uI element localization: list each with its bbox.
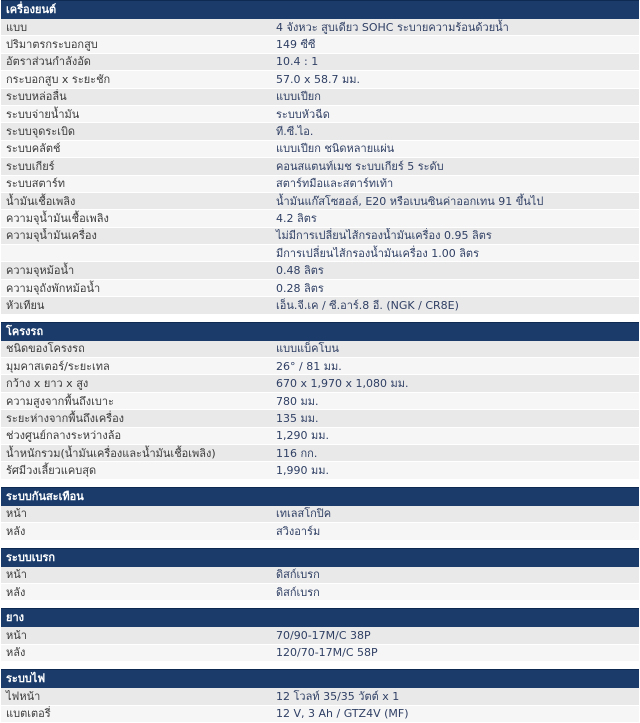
spec-label: รัศมีวงเลี้ยวแคบสุด	[1, 462, 268, 479]
spec-row	[1, 392, 639, 409]
spec-value: 70/90-17M/C 38P	[268, 627, 639, 644]
spec-label: ไฟหน้า	[1, 688, 268, 705]
spec-value: 120/70-17M/C 58P	[268, 644, 639, 661]
spec-label: ความจุน้ำมันเชื้อเพลิง	[1, 210, 268, 227]
spec-value: 0.28 ลิตร	[268, 279, 639, 296]
spec-row	[1, 462, 639, 479]
spec-sheet	[1, 0, 639, 723]
spec-table	[1, 567, 639, 602]
spec-value: ดิสก์เบรก	[268, 583, 639, 600]
section-header: ยาง	[1, 608, 639, 627]
spec-row	[1, 341, 639, 358]
spec-row	[1, 523, 639, 540]
spec-row	[1, 375, 639, 392]
spec-label: ความจุถังพักหม้อน้ำ	[1, 279, 268, 296]
spec-label: ความสูงจากพื้นถึงเบาะ	[1, 392, 268, 409]
spec-value: เอ็น.จี.เค / ซี.อาร์.8 อี. (NGK / CR8E)	[268, 297, 639, 314]
section-header: เครื่องยนต์	[1, 0, 639, 19]
spec-label: ระบบจุดระเบิด	[1, 123, 268, 140]
spec-label: น้ำหนักรวม(น้ำมันเครื่องและน้ำมันเชื้อเพลิง)	[1, 444, 268, 461]
spec-label: กระบอกสูบ x ระยะชัก	[1, 71, 268, 88]
spec-table	[1, 19, 639, 315]
section-brakes	[1, 548, 639, 602]
spec-row	[1, 627, 639, 644]
spec-table	[1, 506, 639, 541]
spec-label: ระยะห่างจากพื้นถึงเครื่อง	[1, 410, 268, 427]
spec-table	[1, 627, 639, 662]
spec-row	[1, 175, 639, 192]
spec-row	[1, 506, 639, 523]
spec-label: ความจุหม้อน้ำ	[1, 262, 268, 279]
spec-label: ชนิดของโครงรถ	[1, 341, 268, 358]
spec-row	[1, 227, 639, 244]
spec-value: 1,290 มม.	[268, 427, 639, 444]
spec-row	[1, 410, 639, 427]
spec-row	[1, 358, 639, 375]
spec-label: หัวเทียน	[1, 297, 268, 314]
section-engine	[1, 0, 639, 315]
spec-label: กว้าง x ยาว x สูง	[1, 375, 268, 392]
spec-row	[1, 71, 639, 88]
section-suspension	[1, 487, 639, 541]
spec-row	[1, 192, 639, 209]
spec-row	[1, 36, 639, 53]
spec-value: สวิงอาร์ม	[268, 523, 639, 540]
spec-row	[1, 444, 639, 461]
spec-label: แบตเตอรี่	[1, 705, 268, 722]
spec-label: ระบบคลัตช์	[1, 140, 268, 157]
spec-value: 670 x 1,970 x 1,080 มม.	[268, 375, 639, 392]
spec-row	[1, 583, 639, 600]
spec-label: มุมคาสเตอร์/ระยะเทล	[1, 358, 268, 375]
spec-row	[1, 705, 639, 722]
spec-label: หลัง	[1, 644, 268, 661]
section-header: ระบบกันสะเทือน	[1, 487, 639, 506]
spec-value: แบบเปียก ชนิดหลายแผ่น	[268, 140, 639, 157]
spec-label: อัตราส่วนกำลังอัด	[1, 53, 268, 70]
spec-value: แบบเปียก	[268, 88, 639, 105]
spec-row	[1, 644, 639, 661]
section-frame	[1, 322, 639, 480]
spec-value: ดิสก์เบรก	[268, 567, 639, 584]
spec-row	[1, 105, 639, 122]
spec-value: คอนสแตนท์เมช ระบบเกียร์ 5 ระดับ	[268, 158, 639, 175]
section-header: ระบบเบรก	[1, 548, 639, 567]
section-header: ระบบไฟ	[1, 669, 639, 688]
spec-row	[1, 210, 639, 227]
spec-row	[1, 123, 639, 140]
spec-value: 26° / 81 มม.	[268, 358, 639, 375]
spec-value: 1,990 มม.	[268, 462, 639, 479]
spec-table	[1, 341, 639, 480]
spec-row	[1, 688, 639, 705]
spec-value: 780 มม.	[268, 392, 639, 409]
spec-label: หน้า	[1, 567, 268, 584]
spec-value: 12 V, 3 Ah / GTZ4V (MF)	[268, 705, 639, 722]
spec-label: ปริมาตรกระบอกสูบ	[1, 36, 268, 53]
spec-value: น้ำมันแก๊สโซฮอล์, E20 หรือเบนซินค่าออกเทน 91 ขึ้นไป	[268, 192, 639, 209]
spec-value: สตาร์ทมือและสตาร์ทเท้า	[268, 175, 639, 192]
spec-row	[1, 88, 639, 105]
spec-value: 135 มม.	[268, 410, 639, 427]
spec-value: 116 กก.	[268, 444, 639, 461]
section-electrical	[1, 669, 639, 723]
spec-value: ระบบหัวฉีด	[268, 105, 639, 122]
spec-value: 0.48 ลิตร	[268, 262, 639, 279]
spec-row	[1, 53, 639, 70]
spec-table	[1, 688, 639, 723]
spec-label: ความจุน้ำมันเครื่อง	[1, 227, 268, 244]
spec-row	[1, 19, 639, 36]
spec-label: ระบบหล่อลื่น	[1, 88, 268, 105]
spec-value: 12 โวลท์ 35/35 วัตต์ x 1	[268, 688, 639, 705]
spec-row	[1, 262, 639, 279]
section-header: โครงรถ	[1, 322, 639, 341]
spec-value: 10.4 : 1	[268, 53, 639, 70]
spec-row	[1, 245, 639, 262]
spec-value: 149 ซีซี	[268, 36, 639, 53]
spec-label: ระบบสตาร์ท	[1, 175, 268, 192]
spec-row	[1, 279, 639, 296]
spec-value: มีการเปลี่ยนไส้กรองน้ำมันเครื่อง 1.00 ลิตร	[268, 245, 639, 262]
spec-label: ระบบเกียร์	[1, 158, 268, 175]
spec-value: แบบแบ็คโบน	[268, 341, 639, 358]
spec-value: ที.ซี.ไอ.	[268, 123, 639, 140]
spec-row	[1, 427, 639, 444]
spec-label: หลัง	[1, 523, 268, 540]
spec-row	[1, 140, 639, 157]
spec-label: หน้า	[1, 506, 268, 523]
spec-value: 4.2 ลิตร	[268, 210, 639, 227]
spec-row	[1, 297, 639, 314]
spec-value: 4 จังหวะ สูบเดียว SOHC ระบายความร้อนด้วยน้ำ	[268, 19, 639, 36]
spec-label: ระบบจ่ายน้ำมัน	[1, 105, 268, 122]
spec-value: ไม่มีการเปลี่ยนไส้กรองน้ำมันเครื่อง 0.95 ลิตร	[268, 227, 639, 244]
spec-row	[1, 567, 639, 584]
spec-value: เทเลสโกปิค	[268, 506, 639, 523]
spec-label: น้ำมันเชื้อเพลิง	[1, 192, 268, 209]
spec-label: แบบ	[1, 19, 268, 36]
spec-row	[1, 158, 639, 175]
spec-label: หน้า	[1, 627, 268, 644]
spec-label: หลัง	[1, 583, 268, 600]
spec-value: 57.0 x 58.7 มม.	[268, 71, 639, 88]
spec-label: ช่วงศูนย์กลางระหว่างล้อ	[1, 427, 268, 444]
spec-label	[1, 245, 268, 262]
section-tires	[1, 608, 639, 662]
